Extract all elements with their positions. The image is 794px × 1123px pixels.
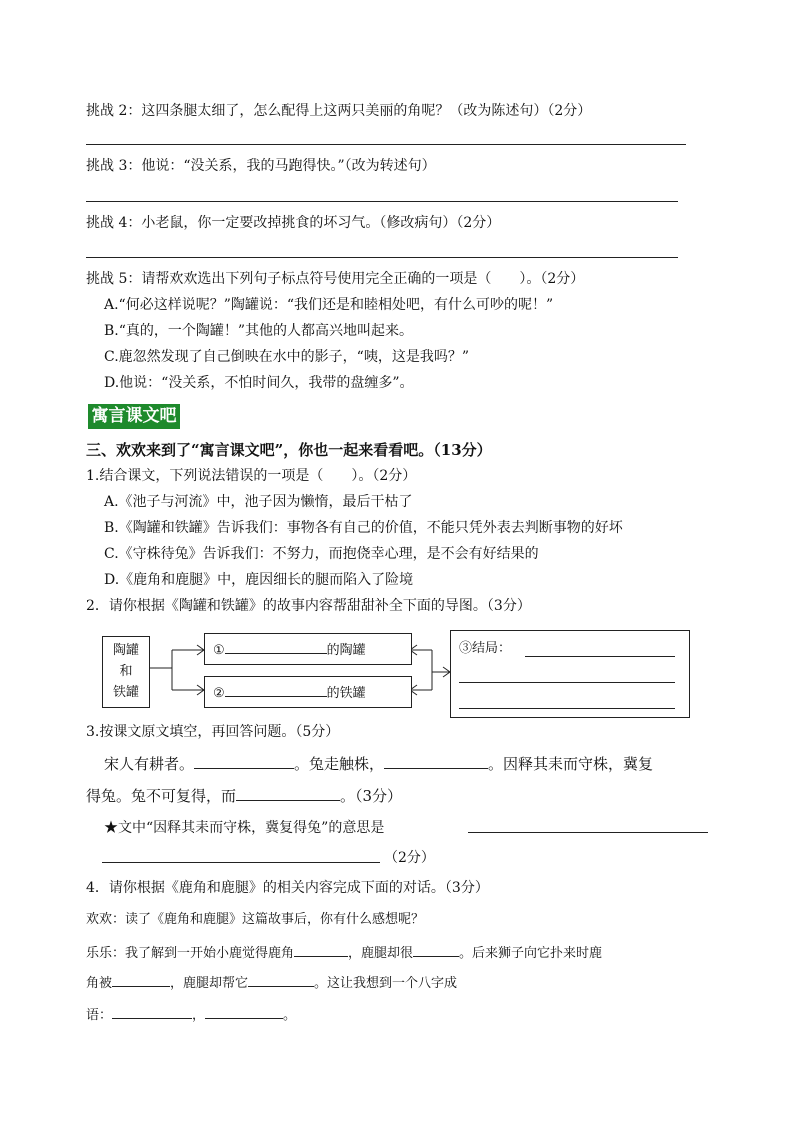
- root-char-2: 罐: [126, 643, 140, 658]
- q4-lele-line-3: [86, 1004, 296, 1026]
- q1-option-a: A.《池子与河流》中，池子因为懒惰，最后干枯了: [104, 494, 413, 510]
- branch-2-suffix: 的铁罐: [326, 686, 366, 701]
- q4-blank-5[interactable]: [112, 1004, 192, 1019]
- section-badge: 寓言课文吧: [88, 404, 180, 429]
- q3-text-1b: 。兔走触株，: [294, 755, 385, 773]
- q4-stem: 4．请你根据《鹿角和鹿腿》的相关内容完成下面的对话。（3分）: [86, 880, 489, 896]
- q3-blank-1[interactable]: [194, 754, 294, 769]
- q3-blank-3[interactable]: [236, 786, 340, 801]
- q3-text-2a: 得兔。兔不可复得，而: [86, 787, 237, 805]
- q3-text-1a: 宋人有耕者。: [104, 755, 195, 773]
- c5-option-b: B.“真的，一个陶罐！”其他的人都高兴地叫起来。: [104, 323, 414, 339]
- q3-score: （2分）: [384, 850, 435, 866]
- q1-option-d: D.《鹿角和鹿腿》中，鹿因细长的腿而陷入了险境: [104, 572, 414, 588]
- q3-star-question: ★文中“因释其耒而守株，冀复得兔”的意思是: [104, 820, 385, 836]
- branch-2-blank[interactable]: [225, 682, 327, 697]
- q3-answer-line-1[interactable]: [468, 832, 708, 833]
- q4-blank-4[interactable]: [248, 972, 314, 987]
- c5-option-c: C.鹿忽然发现了自己倒映在水中的影子，“咦，这是我吗？”: [104, 349, 469, 365]
- c5-option-a: A.“何必这样说呢？”陶罐说：“我们还是和睦相处吧，有什么可吵的呢！”: [104, 297, 554, 313]
- mindmap-branch-2: [204, 676, 412, 708]
- lele-text-1b: ，鹿腿却很: [348, 946, 414, 961]
- q3-stem: 3.按课文原文填空，再回答问题。（5分）: [86, 724, 340, 740]
- result-line-3[interactable]: [459, 708, 675, 709]
- q4-blank-3[interactable]: [112, 972, 170, 987]
- mindmap-result-box: [450, 630, 690, 718]
- q1-option-b: B.《陶罐和铁罐》告诉我们：事物各有自己的价值，不能只凭外表去判断事物的好坏: [104, 520, 623, 536]
- c5-option-d: D.他说：“没关系，不怕时间久，我带的盘缠多”。: [104, 375, 414, 391]
- q1-stem: 1.结合课文，下列说法错误的一项是（ ）。（2分）: [86, 468, 417, 484]
- root-char-5: 罐: [126, 685, 140, 700]
- q4-lele-line-2: [86, 972, 457, 994]
- q3-answer-line-2[interactable]: [102, 862, 380, 863]
- section-heading: 三、欢欢来到了“寓言课文吧”，你也一起来看看吧。（13分）: [86, 441, 492, 459]
- mindmap-root: [102, 636, 150, 708]
- challenge-5: 挑战 5：请帮欢欢选出下列句子标点符号使用完全正确的一项是（ ）。（2分）: [86, 271, 585, 287]
- q4-blank-1[interactable]: [294, 942, 348, 957]
- lele-text-1c: 。后来狮子向它扑来时鹿: [459, 946, 603, 961]
- challenge-3: 挑战 3：他说：“没关系，我的马跑得快。”（改为转述句）: [86, 158, 436, 174]
- q4-lele-line-1: [86, 942, 602, 964]
- lele-text-1a: 乐乐：我了解到一开始小鹿觉得鹿角: [86, 946, 295, 961]
- lele-text-2a: 角被: [86, 976, 113, 991]
- mindmap-branch-1: [204, 633, 412, 665]
- branch-1-number: ①: [213, 643, 225, 658]
- q4-huanhuan: 欢欢：读了《鹿角和鹿腿》这篇故事后，你有什么感想呢？: [86, 912, 425, 927]
- q3-line-1: [104, 754, 653, 774]
- lele-text-3a: 语：: [86, 1008, 113, 1023]
- q3-blank-2[interactable]: [384, 754, 488, 769]
- result-label: ③结局：: [459, 641, 512, 656]
- lele-text-2b: ，鹿腿却帮它: [170, 976, 249, 991]
- q4-blank-6[interactable]: [205, 1004, 283, 1019]
- lele-text-3b: ，: [192, 1008, 206, 1023]
- q4-blank-2[interactable]: [413, 942, 459, 957]
- branch-2-number: ②: [213, 686, 225, 701]
- result-line-1[interactable]: [525, 656, 675, 657]
- q3-text-1c: 。因释其耒而守株，冀复: [488, 755, 654, 773]
- q2-stem: 2．请你根据《陶罐和铁罐》的故事内容帮甜甜补全下面的导图。（3分）: [86, 598, 531, 614]
- q1-option-c: C.《守株待兔》告诉我们：不努力，而抱侥幸心理，是不会有好结果的: [104, 546, 539, 562]
- challenge-2: 挑战 2：这四条腿太细了，怎么配得上这两只美丽的角呢？（改为陈述句）（2分）: [86, 103, 592, 119]
- root-char-4: 铁: [112, 685, 126, 700]
- branch-1-suffix: 的陶罐: [326, 643, 366, 658]
- branch-1-blank[interactable]: [225, 639, 327, 654]
- challenge-4: 挑战 4：小老鼠，你一定要改掉挑食的坏习气。（修改病句）（2分）: [86, 215, 501, 231]
- q3-line-2: [86, 786, 402, 806]
- lele-text-3c: 。: [283, 1008, 297, 1023]
- root-char-3: 和: [119, 664, 133, 679]
- result-line-2[interactable]: [459, 682, 675, 683]
- q3-text-2b: 。（3分）: [340, 787, 403, 805]
- root-char-1: 陶: [112, 643, 126, 658]
- lele-text-2c: 。这让我想到一个八字成: [314, 976, 458, 991]
